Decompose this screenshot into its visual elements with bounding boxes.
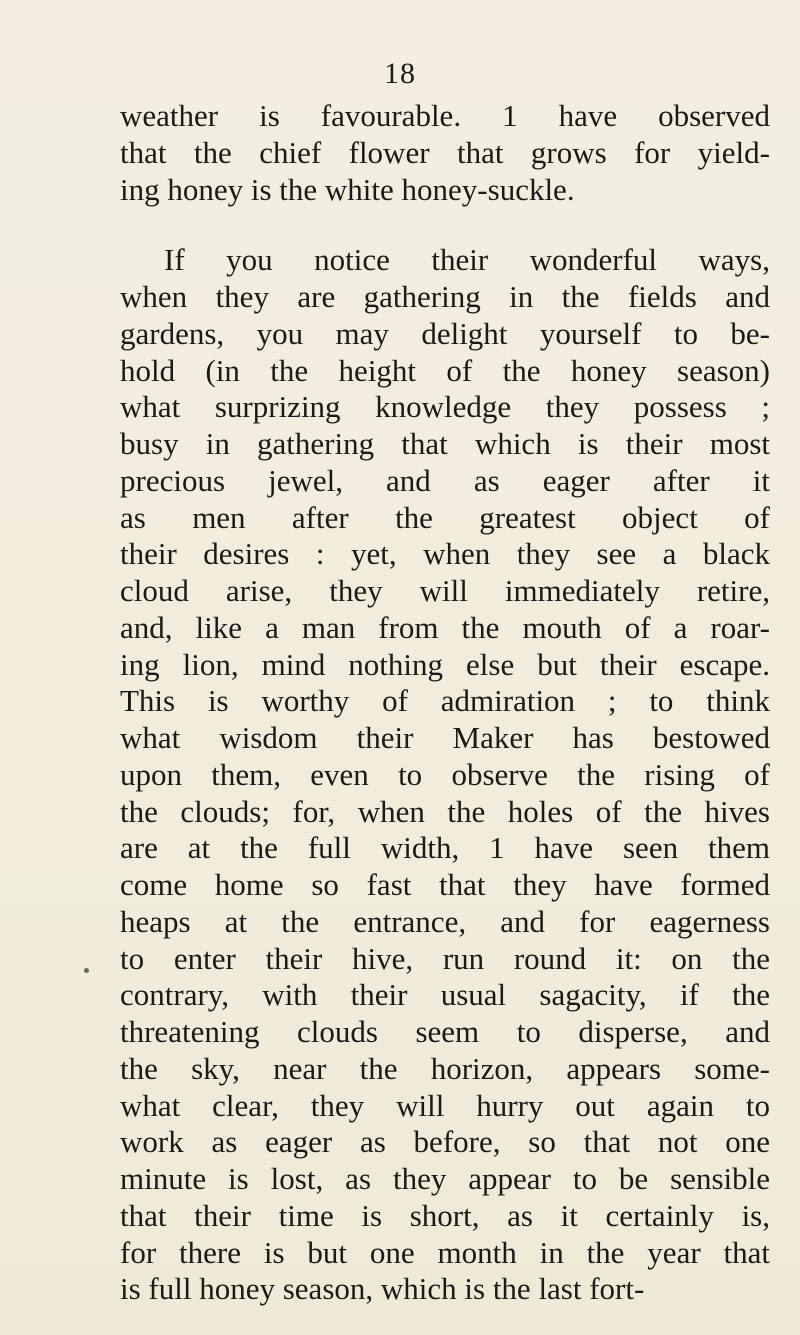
text-line: what surprizing knowledge they possess ; (120, 389, 770, 425)
text-line: are at the full width, 1 have seen them (120, 830, 770, 866)
text-line: when they are gathering in the fields and (120, 279, 770, 314)
text-line: what wisdom their Maker has bestowed (120, 720, 770, 755)
text-line: If you notice their wonderful ways, (164, 242, 770, 278)
text-line: as men after the greatest object of (120, 499, 770, 535)
text-line: heaps at the entrance, and for eagerness (120, 903, 770, 939)
text-line: minute is lost, as they appear to be sensible (120, 1161, 770, 1196)
text-line: the clouds; for, when the holes of the hives (120, 793, 770, 829)
text-line: the sky, near the horizon, appears some- (120, 1050, 770, 1086)
text-line: upon them, even to observe the rising of (120, 756, 770, 792)
paragraph-1 (120, 98, 770, 208)
text-line: that the chief flower that grows for yield- (120, 134, 770, 170)
text-line: gardens, you may delight yourself to be- (120, 315, 770, 351)
text-line: is full honey season, which is the last fort- (120, 1271, 645, 1307)
margin-mark (84, 968, 89, 973)
paragraph-gap (120, 208, 770, 242)
paragraph-2 (120, 242, 770, 1308)
body-text (120, 98, 770, 1308)
text-line: what clear, they will hurry out again to (120, 1087, 770, 1123)
text-line: busy in gathering that which is their most (120, 426, 770, 461)
text-line: threatening clouds seem to disperse, and (120, 1014, 770, 1049)
text-line: cloud arise, they will immediately retire, (120, 573, 770, 608)
text-line: weather is favourable. 1 have observed (120, 98, 770, 133)
text-line: for there is but one month in the year that (120, 1234, 770, 1270)
text-line: precious jewel, and as eager after it (120, 462, 770, 498)
text-line: This is worthy of admiration ; to think (120, 683, 770, 719)
text-line: ing honey is the white honey-suckle. (120, 171, 575, 207)
text-line: work as eager as before, so that not one (120, 1124, 770, 1160)
text-line: come home so fast that they have formed (120, 867, 770, 902)
page-number: 18 (384, 57, 416, 90)
text-line: and, like a man from the mouth of a roar- (120, 609, 770, 645)
text-line: their desires : yet, when they see a black (120, 536, 770, 572)
text-line: contrary, with their usual sagacity, if the (120, 977, 770, 1013)
text-line: ing lion, mind nothing else but their escape. (120, 646, 770, 682)
text-line: to enter their hive, run round it: on the (120, 940, 770, 976)
text-line: that their time is short, as it certainly is, (120, 1197, 770, 1233)
text-line: hold (in the height of the honey season) (120, 352, 770, 388)
